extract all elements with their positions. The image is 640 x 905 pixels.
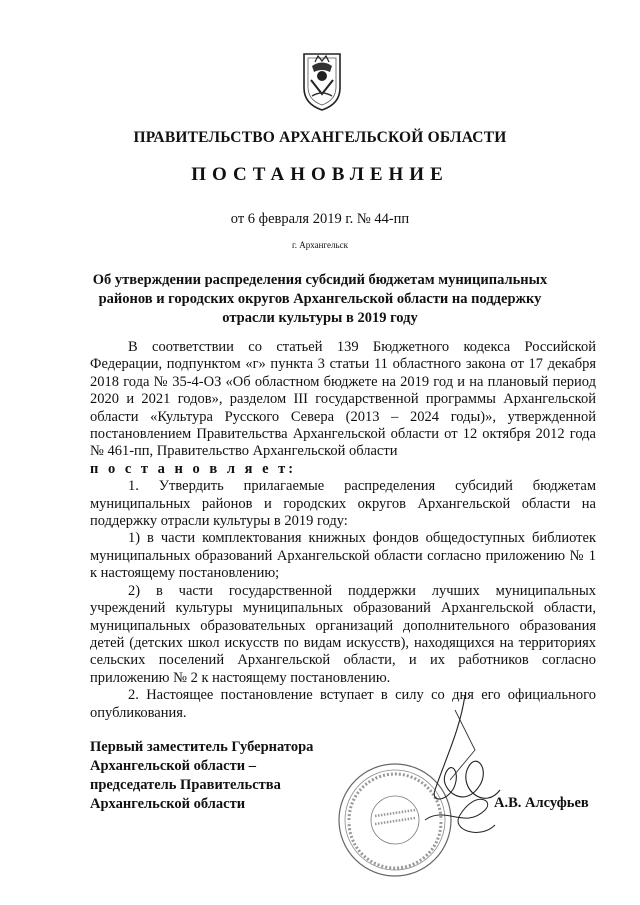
document-title — [90, 271, 550, 328]
item-1: 1. Утвердить прилагаемые распределения субсидий бюджетам муниципальных районов и городских округов Архангельской области на поддержку отрасли культуры в 2019 году: — [90, 478, 596, 530]
document-date-number: от 6 февраля 2019 г. № 44-пп — [230, 211, 410, 227]
coat-of-arms-emblem — [300, 50, 344, 112]
document-type: ПОСТАНОВЛЕНИЕ — [191, 164, 449, 185]
title-line: районов и городских округов Архангельской области на поддержку — [98, 291, 542, 307]
item-1-subitem-2: 2) в части государственной поддержки лучших муниципальных учреждений культуры муниципальных образований Архангельской области, муниципальных образовательных организаций дополнительного образования детей (детских школ искусств по видам искусств), находящихся на территориях сельских поселений Архангельской области, и их работников согласно приложению № 2 к настоящему постановлению. — [90, 582, 596, 686]
signatory-title — [90, 738, 313, 814]
document-city: г. Архангельск — [292, 240, 348, 250]
signatory-title-line: председатель Правительства — [90, 777, 281, 793]
title-line: Об утверждении распределения субсидий бюджетам муниципальных — [92, 272, 548, 288]
government-name: ПРАВИТЕЛЬСТВО АРХАНГЕЛЬСКОЙ ОБЛАСТИ — [133, 129, 507, 146]
document-body — [90, 339, 596, 722]
preamble-paragraph: В соответствии со статьей 139 Бюджетного кодекса Российской Федерации, подпунктом «г» пункта 3 статьи 11 областного закона от 17 декабря 2018 года № 35-4-ОЗ «Об областном бюджете на 2019 год и на плановый период 2020 и 2021 годов», разделом III государственной программы Архангельской области «Культура Русского Севера (2013 – 2024 годы)», утвержденной постановлением Правительства Архангельской области от 12 октября 2012 года № 461-пп, Правительство Архангельской области — [90, 339, 596, 460]
handwritten-signature — [405, 690, 515, 850]
title-line: отрасли культуры в 2019 году — [222, 310, 418, 326]
signatory-title-line: Архангельской области – — [90, 758, 256, 774]
item-2: 2. Настоящее постановление вступает в силу со дня его официального опубликования. — [90, 687, 596, 721]
resolves-line — [90, 461, 596, 478]
signatory-name: А.В. Алсуфьев — [494, 795, 589, 811]
item-1-subitem-1: 1) в части комплектования книжных фондов общедоступных библиотек муниципальных образований Архангельской области согласно приложению № 1 к настоящему постановлению; — [90, 530, 596, 582]
signatory-title-line: Первый заместитель Губернатора — [90, 739, 314, 755]
resolves-word: п о с т а н о в л я е т: — [90, 460, 297, 477]
signatory-title-line: Архангельской области — [90, 796, 246, 812]
